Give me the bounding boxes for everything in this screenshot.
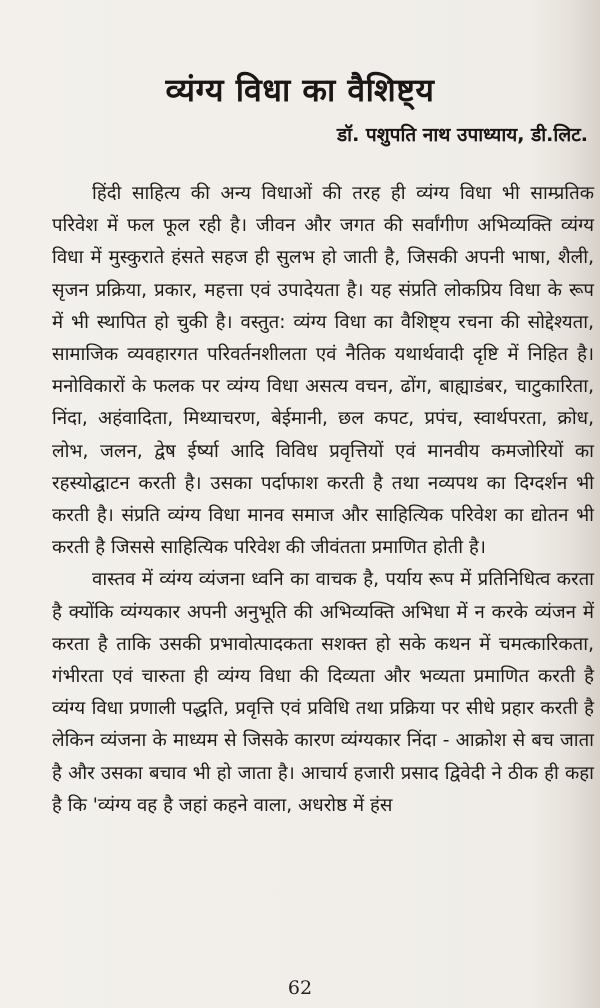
- paragraph: वास्तव में व्यंग्य व्यंजना ध्वनि का वाचक है, पर्याय रूप में प्रतिनिधित्व करता है क्योंकि व्यंग्यकार अपनी अनुभूति की अभिव्यक्ति अभिधा में न करके व्यंजन में करता है ताकि उसकी प्रभावोत्पादकता सशक्त हो सके कथन में चमत्कारिकता, गंभीरता एवं चारुता ही व्यंग्य विधा की दिव्यता और भव्यता प्रमाणित करती है व्यंग्य विधा प्रणाली पद्धति, प्रवृत्ति एवं प्रविधि तथा प्रक्रिया पर सीधे प्रहार करती है लेकिन व्यंजना के माध्यम से जिसके कारण व्यंग्यकार निंदा - आक्रोश से बच जाता है और उसका बचाव भी हो जाता है। आचार्य हजारी प्रसाद द्विवेदी ने ठीक ही कहा है कि 'व्यंग्य वह है जहां कहने वाला, अधरोष्ठ में हंस: [52, 569, 594, 816]
- body-text: [52, 178, 594, 822]
- page-number: 62: [287, 977, 313, 999]
- author-byline: डॉ. पशुपति नाथ उपाध्याय, डी.लिट.: [337, 124, 588, 146]
- paragraph: हिंदी साहित्य की अन्य विधाओं की तरह ही व्यंग्य विधा भी साम्प्रतिक परिवेश में फल फूल रही है। जीवन और जगत की सर्वांगीण अभिव्यक्ति व्यंग्य विधा में मुस्कुराते हंसते सहज ही सुलभ हो जाती है, जिसकी अपनी भाषा, शैली, सृजन प्रक्रिया, प्रकार, महत्ता एवं उपादेयता है। यह संप्रति लोकप्रिय विधा के रूप में भी स्थापित हो चुकी है। वस्तुत: व्यंग्य विधा का वैशिष्ट्य रचना की सोद्देश्यता, सामाजिक व्यवहारगत परिवर्तनशीलता एवं नैतिक यथार्थवादी दृष्टि में निहित है। मनोविकारों के फलक पर व्यंग्य विधा असत्य वचन, ढोंग, बाह्याडंबर, चाटुकारिता, निंदा, अहंवादिता, मिथ्याचरण, बेईमानी, छल कपट, प्रपंच, स्वार्थपरता, क्रोध, लोभ, जलन, द्वेष ईर्ष्या आदि विविध प्रवृत्तियों एवं मानवीय कमजोरियों का रहस्योद्घाटन करती है। उसका पर्दाफाश करती है तथा नव्यपथ का दिग्दर्शन भी करती है। संप्रति व्यंग्य विधा मानव समाज और साहित्यिक परिवेश का द्योतन भी करती है जिससे साहित्यिक परिवेश की जीवंतता प्रमाणित होती है।: [52, 183, 594, 559]
- chapter-title: व्यंग्य विधा का वैशिष्ट्य: [165, 71, 435, 109]
